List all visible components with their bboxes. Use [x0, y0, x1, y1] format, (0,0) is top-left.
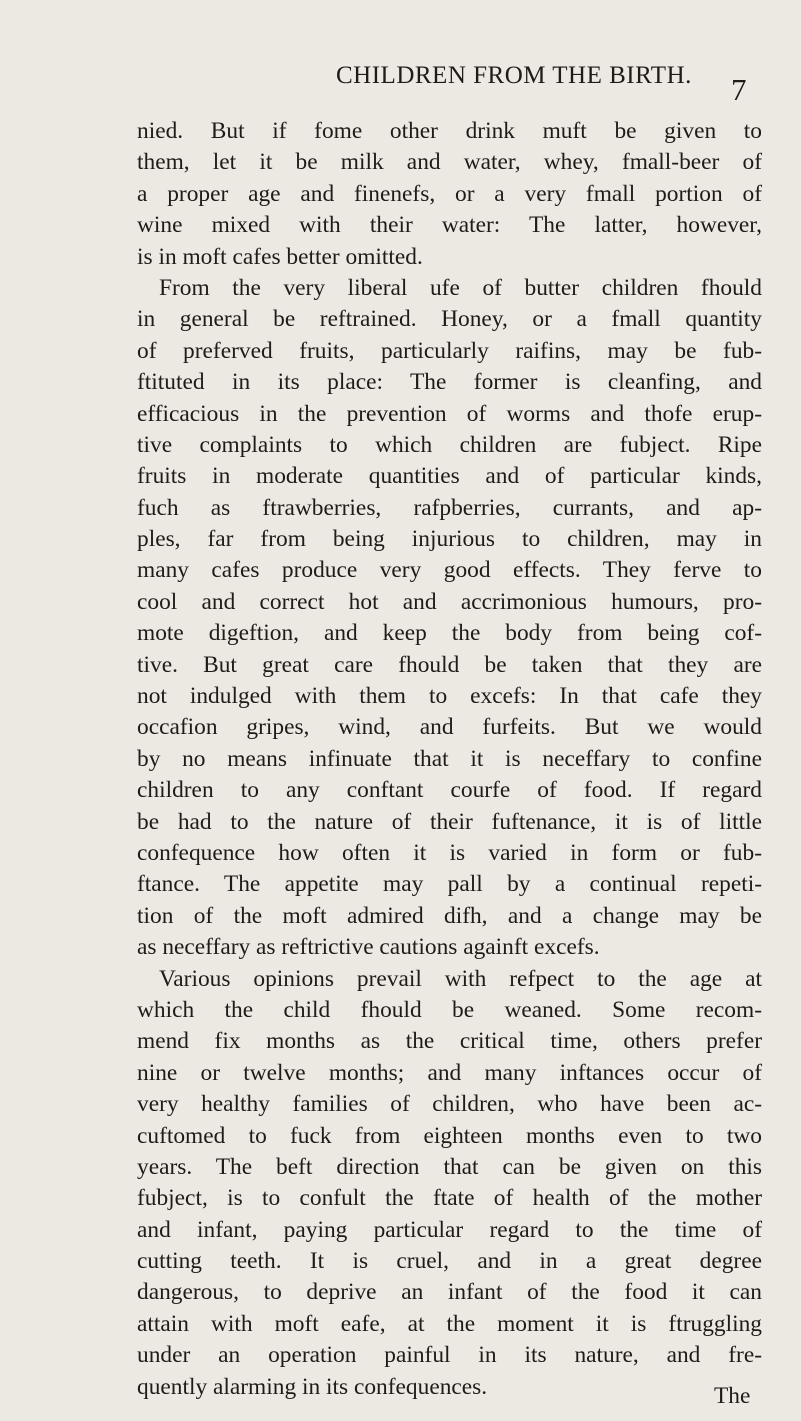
text-line: them, let it be milk and water, whey, fmall-beer of	[137, 149, 762, 176]
running-title: CHILDREN FROM THE BIRTH.	[336, 62, 692, 89]
text-line: cutting teeth. It is cruel, and in a great degree	[137, 1248, 762, 1275]
text-line: tive complaints to which children are fubject. Ripe	[137, 431, 762, 458]
text-line: mend fix months as the critical time, others prefer	[137, 1028, 762, 1055]
text-line: mote digeftion, and keep the body from being cof-	[137, 620, 762, 647]
text-line: a proper age and finenefs, or a very fmall portion of	[137, 180, 762, 207]
text-line: not indulged with them to excefs: In that cafe they	[137, 683, 762, 710]
body-text	[137, 116, 762, 1403]
text-line: which the child fhould be weaned. Some recom-	[137, 996, 762, 1023]
text-line: From the very liberal ufe of butter children fhould	[159, 274, 762, 301]
text-line: tive. But great care fhould be taken that they are	[137, 651, 762, 678]
text-line: ftituted in its place: The former is cleanfing, and	[137, 369, 762, 396]
text-line: and infant, paying particular regard to the time of	[137, 1216, 762, 1243]
text-line: children to any conftant courfe of food. If regard	[137, 777, 762, 804]
text-line: cuftomed to fuck from eighteen months even to two	[137, 1122, 762, 1149]
text-line: years. The beft direction that can be given on this	[137, 1153, 762, 1180]
text-line: ples, far from being injurious to children, may in	[137, 526, 762, 553]
text-line: fuch as ftrawberries, rafpberries, currants, and ap-	[137, 494, 762, 521]
text-line: be had to the nature of their fuftenance, it is of little	[137, 808, 762, 835]
catchword: The	[714, 1383, 751, 1409]
page-number: 7	[731, 72, 747, 107]
text-line: quently alarming in its confequences.	[137, 1373, 488, 1400]
text-line: is in moft cafes better omitted.	[137, 243, 423, 270]
text-line: fubject, is to confult the ftate of health of the mother	[137, 1185, 762, 1212]
text-line: Various opinions prevail with refpect to the age at	[159, 965, 762, 992]
text-line: fruits in moderate quantities and of particular kinds,	[137, 463, 762, 490]
text-line: nied. But if fome other drink muft be given to	[137, 118, 762, 144]
text-line: tion of the moft admired difh, and a change may be	[137, 902, 762, 929]
text-line: as neceffary as reftrictive cautions againft excefs.	[137, 934, 600, 961]
text-line: very healthy families of children, who have been ac-	[137, 1091, 762, 1118]
text-line: cool and correct hot and accrimonious humours, pro-	[137, 588, 762, 615]
text-line: attain with moft eafe, at the moment it is ftruggling	[137, 1310, 762, 1337]
text-line: efficacious in the prevention of worms and thofe erup-	[137, 400, 762, 427]
text-line: in general be reftrained. Honey, or a fmall quantity	[137, 306, 762, 333]
text-line: dangerous, to deprive an infant of the food it can	[137, 1279, 762, 1306]
text-line: by no means infinuate that it is neceffary to confine	[137, 745, 762, 772]
text-line: ftance. The appetite may pall by a continual repeti-	[137, 871, 762, 898]
text-line: occafion gripes, wind, and furfeits. But we would	[137, 714, 762, 741]
text-line: under an operation painful in its nature, and fre-	[137, 1342, 762, 1369]
text-line: many cafes produce very good effects. They ferve to	[137, 557, 762, 584]
text-line: nine or twelve months; and many inftances occur of	[137, 1059, 762, 1086]
text-line: wine mixed with their water: The latter, however,	[137, 212, 762, 239]
text-line: confequence how often it is varied in form or fub-	[137, 839, 762, 866]
text-line: of preferved fruits, particularly raifins, may be fub-	[137, 337, 762, 364]
